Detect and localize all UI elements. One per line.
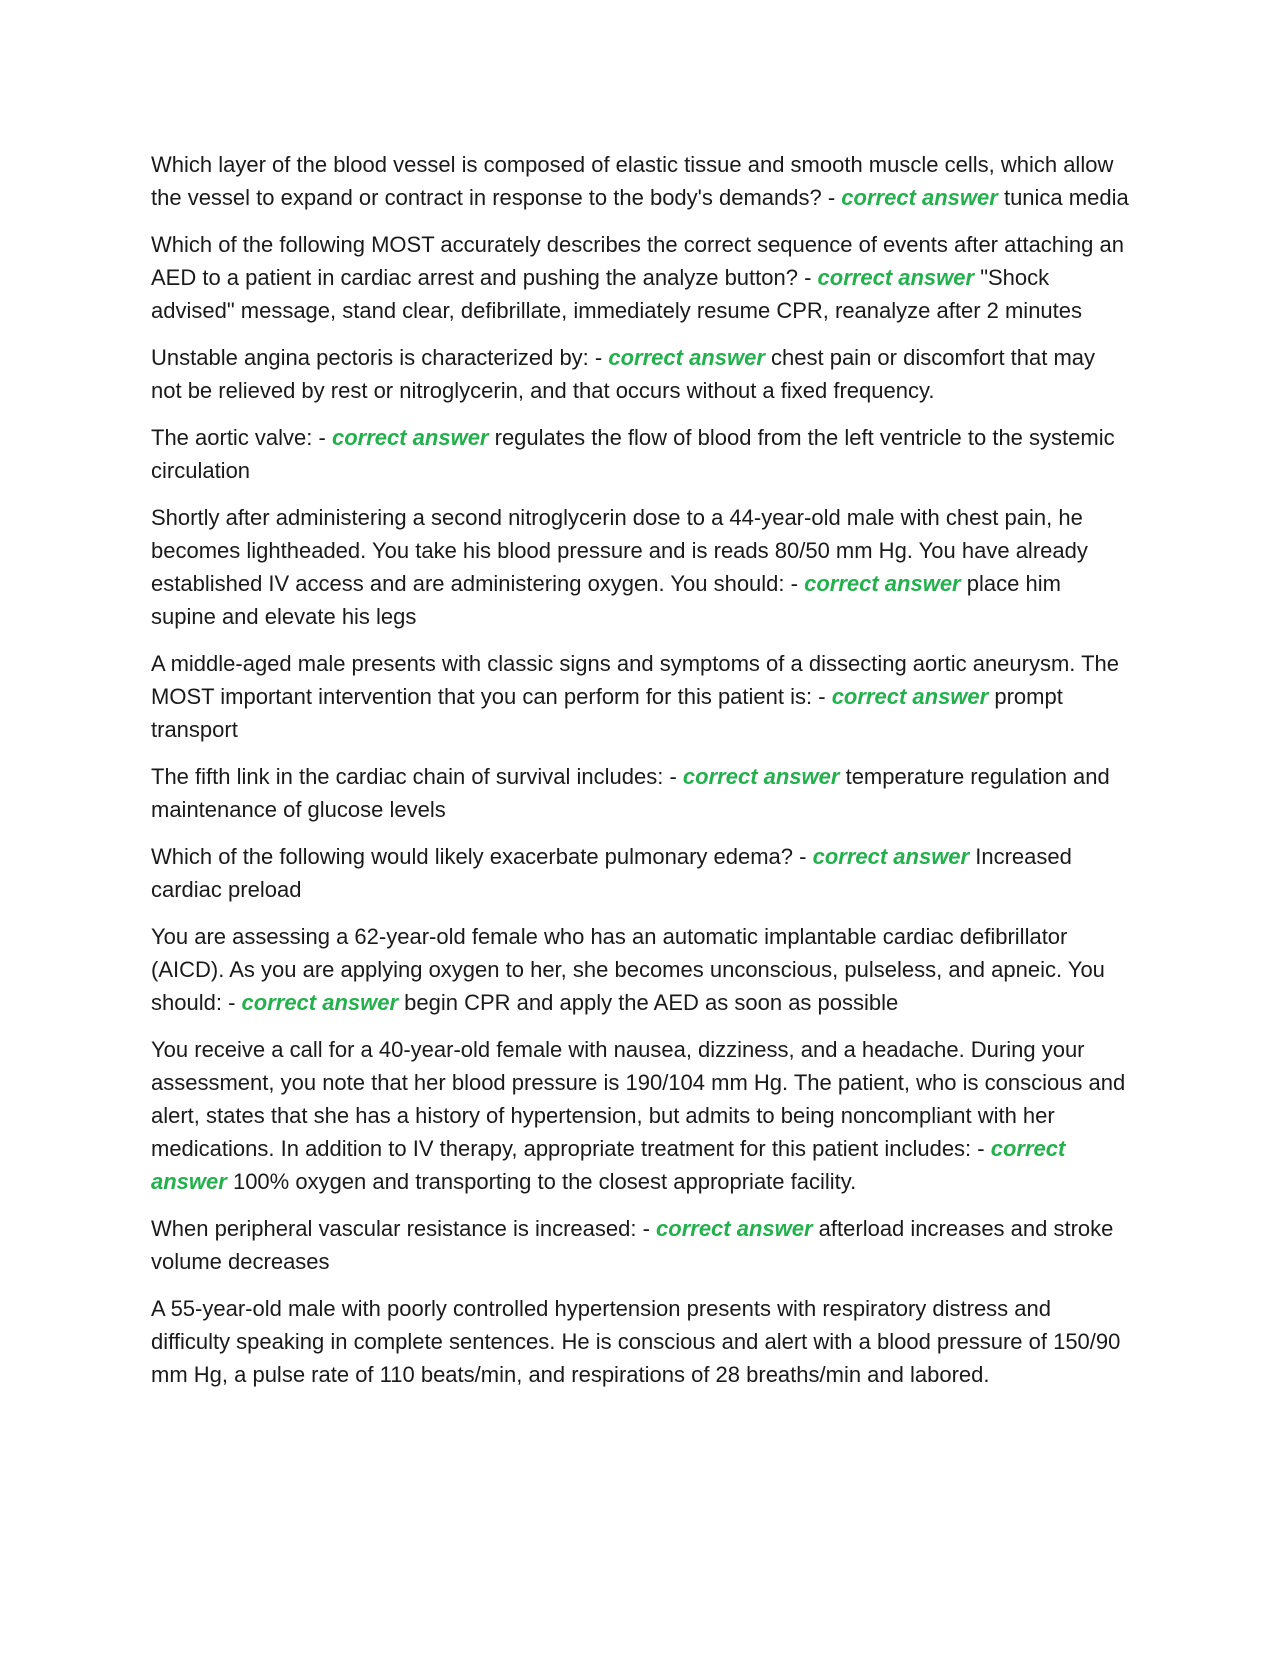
correct-answer-label: correct answer (831, 684, 989, 709)
answer-text: 100% oxygen and transporting to the closest appropriate facility. (232, 1169, 857, 1194)
correct-answer-label: correct answer (331, 425, 489, 450)
correct-answer-label: correct answer (841, 185, 998, 210)
question-text: You are assessing a 62-year-old female who has an automatic implantable cardiac defibrillator (AICD). As you are applying oxygen to her, she becomes unconscious, pulseless, and apneic. You should: (151, 924, 1105, 1015)
answer-text: Increased cardiac preload (151, 844, 1072, 902)
separator: - (312, 425, 332, 450)
answer-text: afterload increases and stroke volume decreases (151, 1216, 1114, 1274)
answer-text: begin CPR and apply the AED as soon as possible (404, 990, 899, 1015)
correct-answer-label: correct answer (817, 265, 975, 290)
document-body (151, 148, 1131, 1405)
answer-text: regulates the flow of blood from the left ventricle to the systemic circulation (151, 425, 1115, 483)
answer-text: place him supine and elevate his legs (151, 571, 1061, 629)
correct-answer-label: correct answer (151, 1136, 1066, 1194)
separator: - (821, 185, 842, 210)
correct-answer-label: correct answer (682, 764, 840, 789)
question-text: A middle-aged male presents with classic signs and symptoms of a dissecting aortic aneurysm. The MOST important intervention that you can perform for this patient is: (151, 651, 1120, 709)
answer-text: temperature regulation and maintenance of glucose levels (151, 764, 1110, 822)
correct-answer-label: correct answer (656, 1216, 813, 1241)
question-text: Which layer of the blood vessel is composed of elastic tissue and smooth muscle cells, which allow the vessel to expand or contract in response to the body's demands? (151, 152, 1114, 210)
separator: - (784, 571, 805, 596)
separator: - (812, 684, 832, 709)
qa-item (151, 1212, 1131, 1278)
qa-item (151, 228, 1131, 327)
answer-text: prompt transport (151, 684, 1063, 742)
separator: - (221, 990, 242, 1015)
correct-answer-label: correct answer (812, 844, 970, 869)
separator: - (588, 345, 609, 370)
answer-text: tunica media (1003, 185, 1129, 210)
answer-text: chest pain or discomfort that may not be relieved by rest or nitroglycerin, and that occurs without a fixed frequency. (151, 345, 1096, 403)
question-text: Shortly after administering a second nitroglycerin dose to a 44-year-old male with chest pain, he becomes lightheaded. You take his blood pressure and is reads 80/50 mm Hg. You have already established IV access and are administering oxygen. You should: (151, 505, 1088, 596)
separator: - (971, 1136, 991, 1161)
qa-item (151, 421, 1131, 487)
trailing-question (151, 1292, 1131, 1391)
qa-item (151, 341, 1131, 407)
correct-answer-label: correct answer (241, 990, 399, 1015)
question-text: The fifth link in the cardiac chain of survival includes: (151, 764, 664, 789)
qa-item (151, 501, 1131, 633)
question-text: Which of the following MOST accurately describes the correct sequence of events after attaching an AED to a patient in cardiac arrest and pushing the analyze button? (151, 232, 1124, 290)
question-text: When peripheral vascular resistance is increased: (151, 1216, 637, 1241)
qa-item (151, 920, 1131, 1019)
separator: - (797, 265, 818, 290)
correct-answer-label: correct answer (804, 571, 961, 596)
correct-answer-label: correct answer (608, 345, 765, 370)
question-text: Unstable angina pectoris is characterized by: (151, 345, 589, 370)
separator: - (663, 764, 683, 789)
separator: - (793, 844, 813, 869)
qa-item (151, 760, 1131, 826)
qa-item (151, 840, 1131, 906)
question-text: A 55-year-old male with poorly controlled hypertension presents with respiratory distress and difficulty speaking in complete sentences. He is conscious and alert with a blood pressure of 150/90 mm Hg, a pulse rate of 110 beats/min, and respirations of 28 breaths/min and labored. (151, 1296, 1121, 1387)
answer-text: "Shock advised" message, stand clear, defibrillate, immediately resume CPR, reanalyze after 2 minutes (151, 265, 1083, 323)
question-text: Which of the following would likely exacerbate pulmonary edema? (151, 844, 794, 869)
qa-item (151, 1033, 1131, 1198)
qa-item (151, 148, 1131, 214)
question-text: You receive a call for a 40-year-old female with nausea, dizziness, and a headache. During your assessment, you note that her blood pressure is 190/104 mm Hg. The patient, who is conscious and alert, states that she has a history of hypertension, but admits to being noncompliant with her medications. In addition to IV therapy, appropriate treatment for this patient includes: (151, 1037, 1126, 1161)
qa-item (151, 647, 1131, 746)
separator: - (636, 1216, 657, 1241)
question-text: The aortic valve: (151, 425, 313, 450)
